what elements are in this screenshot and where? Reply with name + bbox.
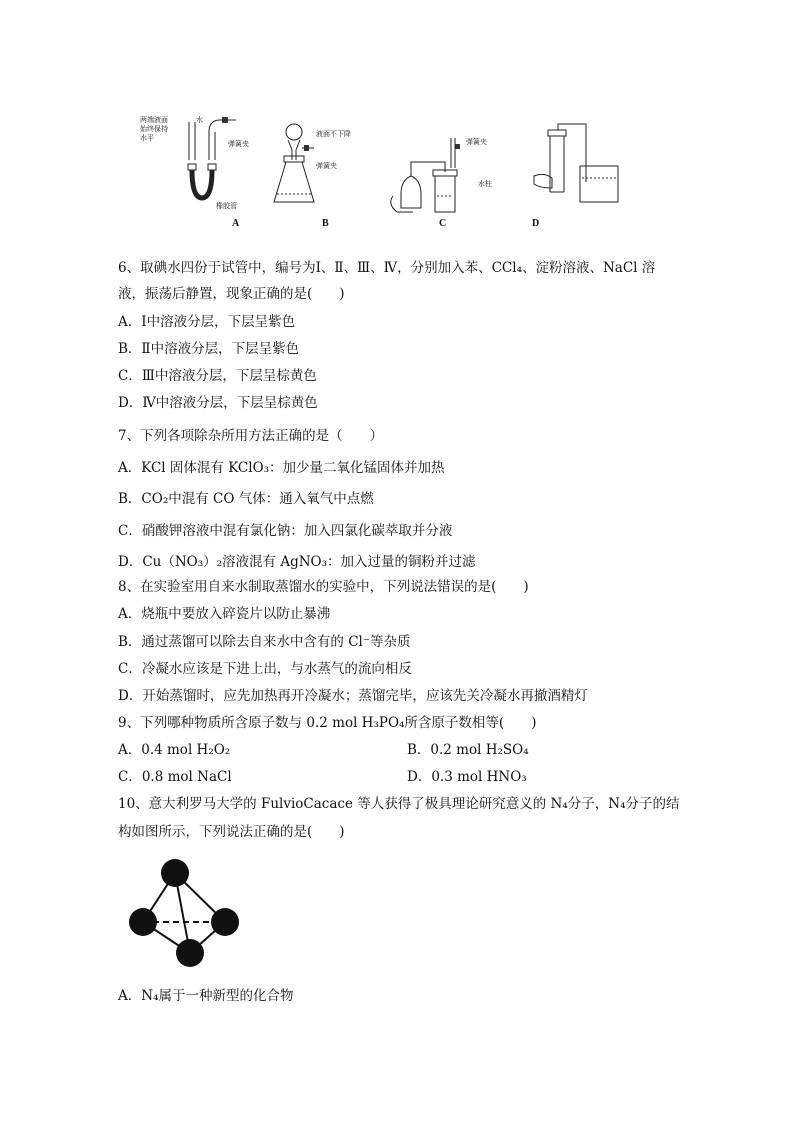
n4-molecule-diagram [125, 855, 250, 975]
figure-a-note-3: 水平 [140, 134, 154, 142]
q9-option-a: A．0.4 mol H₂O₂ [118, 742, 231, 758]
q10-stem-line1: 10、意大利罗马大学的 FulvioCacace 等人获得了极具理论研究意义的 N₄分子，N₄分子的结 [118, 796, 680, 812]
figure-a-water: 水 [196, 116, 203, 124]
q6-stem-line1: 6、取碘水四份于试管中，编号为Ⅰ、Ⅱ、Ⅲ、Ⅳ，分别加入苯、CCl₄、淀粉溶液、NaCl 溶 [118, 260, 656, 276]
q6-option-d: D．Ⅳ中溶液分层，下层呈棕黄色 [118, 395, 318, 411]
q6-option-b: B．Ⅱ中溶液分层，下层呈紫色 [118, 341, 300, 357]
n-atom-left [129, 908, 157, 936]
q9-option-d: D．0.3 mol HNO₃ [407, 769, 527, 785]
q7-option-d: D．Cu（NO₃）₂溶液混有 AgNO₃：加入过量的铜粉并过滤 [118, 554, 476, 570]
figure-c-column: 水柱 [478, 180, 492, 188]
apparatus-figure [130, 112, 650, 237]
q7-stem: 7、下列各项除杂所用方法正确的是（ ） [118, 428, 384, 444]
figure-c-label: C [439, 218, 447, 229]
q8-option-a: A．烧瓶中要放入碎瓷片以防止暴沸 [118, 606, 331, 622]
n-atom-top [161, 859, 189, 887]
figure-c-clamp: 弹簧夹 [466, 138, 487, 146]
figure-a-note-2: 始终保持 [140, 125, 168, 133]
q8-option-d: D．开始蒸馏时，应先加热再开冷凝水；蒸馏完毕，应该先关冷凝水再撤酒精灯 [118, 688, 588, 704]
figure-a-note-1: 两端液面 [140, 116, 168, 124]
q9-option-b: B．0.2 mol H₂SO₄ [407, 742, 529, 758]
q8-option-b: B．通过蒸馏可以除去自来水中含有的 Cl⁻等杂质 [118, 634, 411, 650]
figure-a-clamp: 弹簧夹 [228, 140, 249, 148]
q7-option-b: B．CO₂中混有 CO 气体：通入氧气中点燃 [118, 491, 374, 507]
apparatus-a [180, 112, 240, 212]
n-atom-right [211, 908, 239, 936]
q8-stem: 8、在实验室用自来水制取蒸馏水的实验中，下列说法错误的是( ) [118, 579, 529, 595]
figure-d-label: D [532, 218, 540, 229]
q10-stem-line2: 构如图所示，下列说法正确的是( ) [118, 824, 345, 840]
apparatus-d [530, 122, 630, 207]
apparatus-b [270, 120, 320, 210]
q6-stem-line2: 液，振荡后静置，现象正确的是( ) [118, 286, 345, 302]
q9-option-c: C．0.8 mol NaCl [118, 769, 232, 785]
q10-option-a: A．N₄属于一种新型的化合物 [118, 988, 294, 1004]
q7-option-c: C．硝酸钾溶液中混有氯化钠：加入四氯化碳萃取并分液 [118, 523, 453, 539]
figure-a-label: A [232, 218, 240, 229]
q6-option-a: A．Ⅰ中溶液分层，下层呈紫色 [118, 314, 296, 330]
figure-b-clamp: 弹簧夹 [316, 162, 337, 170]
figure-b-label: B [322, 218, 329, 229]
n-atom-bottom [176, 939, 204, 967]
q7-option-a: A．KCl 固体混有 KClO₃：加少量二氧化锰固体并加热 [118, 460, 445, 476]
apparatus-c [385, 132, 480, 217]
figure-a-tube: 橡胶管 [216, 202, 237, 210]
q8-option-c: C．冷凝水应该是下进上出，与水蒸气的流向相反 [118, 661, 412, 677]
figure-b-note: 液面不下降 [316, 130, 351, 138]
q9-stem: 9、下列哪种物质所含原子数与 0.2 mol H₃PO₄所含原子数相等( ) [118, 715, 537, 731]
q6-option-c: C．Ⅲ中溶液分层，下层呈棕黄色 [118, 368, 317, 384]
